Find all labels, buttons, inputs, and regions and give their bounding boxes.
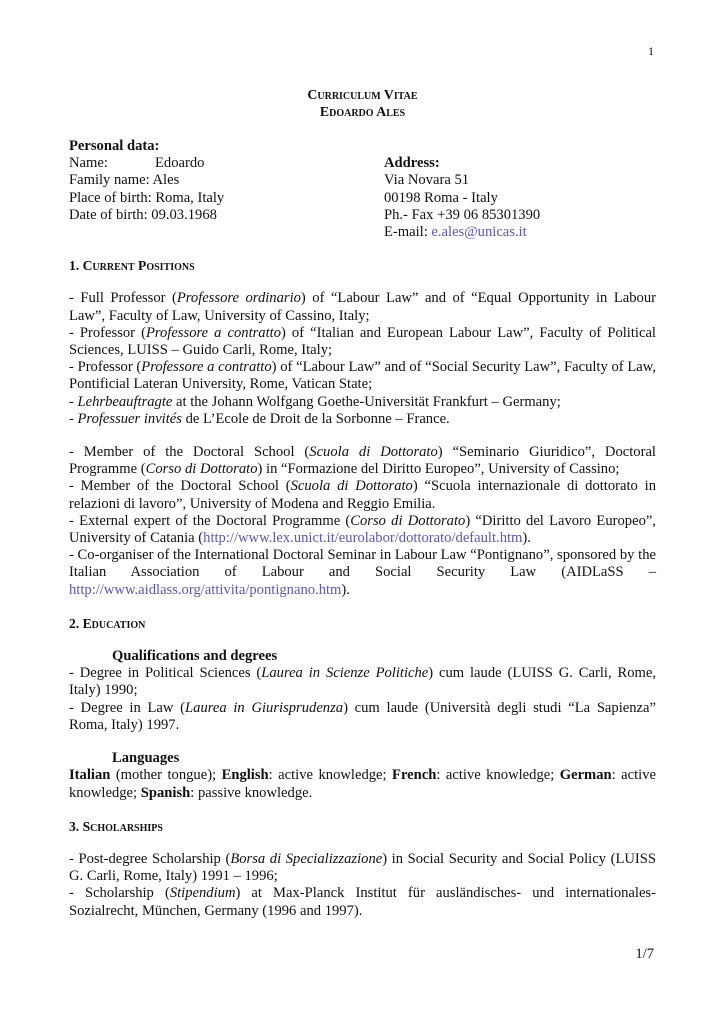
title-heading: Curriculum Vitae (307, 87, 418, 102)
personal-data-block (69, 155, 656, 241)
personal-details (69, 155, 384, 241)
catania-link[interactable]: http://www.lex.unict.it/eurolabor/dottorato/default.htm (203, 530, 523, 547)
doctoral-item: - Co-organiser of the International Doctoral Seminar in Labour Law “Pontignano”, sponsored by the Italian Association of Labour and Social Security Law (AIDLaSS – http://www.aidlass.org/attivita/pontignano.htm). (69, 547, 656, 598)
position-item: - Full Professor (Professore ordinario) of “Labour Law” and of “Equal Opportunity in Labour Law”, Faculty of Law, University of Cassino, Italy; (69, 290, 656, 324)
phone-fax: Ph.- Fax +39 06 85301390 (384, 206, 541, 223)
section-education: 2. Education (69, 615, 146, 631)
position-item: - Professuer invités de L’Ecole de Droit de la Sorbonne – France. (69, 410, 450, 427)
qualifications-heading: Qualifications and degrees (112, 648, 278, 665)
aidlass-link[interactable]: http://www.aidlass.org/attivita/pontignano.htm (69, 581, 342, 598)
scholarship-item: - Scholarship (Stipendium) at Max-Planck Institut für ausländisches- und internationales-Sozialrecht, München, Germany (1996 and 1997). (69, 885, 656, 919)
doctoral-item: - External expert of the Doctoral Programme (Corso di Dottorato) “Diritto del Lavoro Europeo”, University of Catania (http://www.lex.unict.it/eurolabor/dottorato/default.htm). (69, 512, 656, 547)
email-label: E-mail: (384, 224, 432, 241)
email-row (384, 224, 656, 241)
address-block (384, 155, 656, 241)
doctoral-item: - Member of the Doctoral School (Scuola di Dottorato) “Seminario Giuridico”, Doctoral Programme (Corso di Dottorato) in “Formazione del Diritto Europeo”, University of Cassino; (69, 444, 656, 478)
languages-text: Italian (mother tongue); English: active knowledge; French: active knowledge; German: active knowledge; Spanish: passive knowledge. (69, 767, 656, 801)
place-of-birth: Place of birth: Roma, Italy (69, 189, 225, 206)
address-street: Via Novara 51 (384, 172, 470, 189)
degree-item: - Degree in Political Sciences (Laurea in Scienze Politiche) cum laude (LUISS G. Carli, Rome, Italy) 1990; (69, 665, 656, 699)
section-current-positions: 1. Current Positions (69, 258, 195, 274)
degree-item: - Degree in Law (Laurea in Giurisprudenza) cum laude (Università degli studi “La Sapienza” Roma, Italy) 1997. (69, 699, 656, 733)
cv-document (69, 86, 656, 920)
name-label: Name: (69, 155, 108, 172)
personal-data-heading: Personal data: (69, 138, 160, 154)
positions-list (69, 290, 656, 428)
page-number-top: 1 (648, 44, 654, 58)
address-city: 00198 Roma - Italy (384, 189, 498, 206)
title-author: Edoardo Ales (319, 104, 406, 119)
section-scholarships: 3. Scholarships (69, 818, 163, 834)
document-title (69, 86, 656, 120)
position-item: - Lehrbeauftragte at the Johann Wolfgang Goethe-Universität Frankfurt – Germany; (69, 393, 561, 410)
address-heading: Address: (384, 155, 440, 172)
email-link[interactable]: e.ales@unicas.it (431, 224, 527, 241)
scholarship-item: - Post-degree Scholarship (Borsa di Specializzazione) in Social Security and Social Policy (LUISS G. Carli, Rome, Italy) 1991 – 1996; (69, 850, 656, 885)
name-row (69, 155, 384, 172)
name-value: Edoardo (155, 155, 205, 172)
languages-heading: Languages (112, 750, 180, 767)
family-name: Family name: Ales (69, 172, 180, 189)
scholarships-list (69, 851, 656, 920)
degrees-list (69, 665, 656, 734)
doctoral-list (69, 444, 656, 599)
position-item: - Professor (Professore a contratto) of “Labour Law” and of “Social Security Law”, Faculty of Law, Pontificial Lateran University, Rome, Vatican State; (69, 359, 656, 393)
doctoral-item: - Member of the Doctoral School (Scuola di Dottorato) “Scuola internazionale di dottorato in relazioni di lavoro”, University of Modena and Reggio Emilia. (69, 478, 656, 512)
position-item: - Professor (Professore a contratto) of “Italian and European Labour Law”, Faculty of Political Sciences, LUISS – Guido Carli, Rome, Italy; (69, 324, 656, 359)
page-number-bottom: 1/7 (635, 946, 654, 962)
date-of-birth: Date of birth: 09.03.1968 (69, 206, 217, 223)
